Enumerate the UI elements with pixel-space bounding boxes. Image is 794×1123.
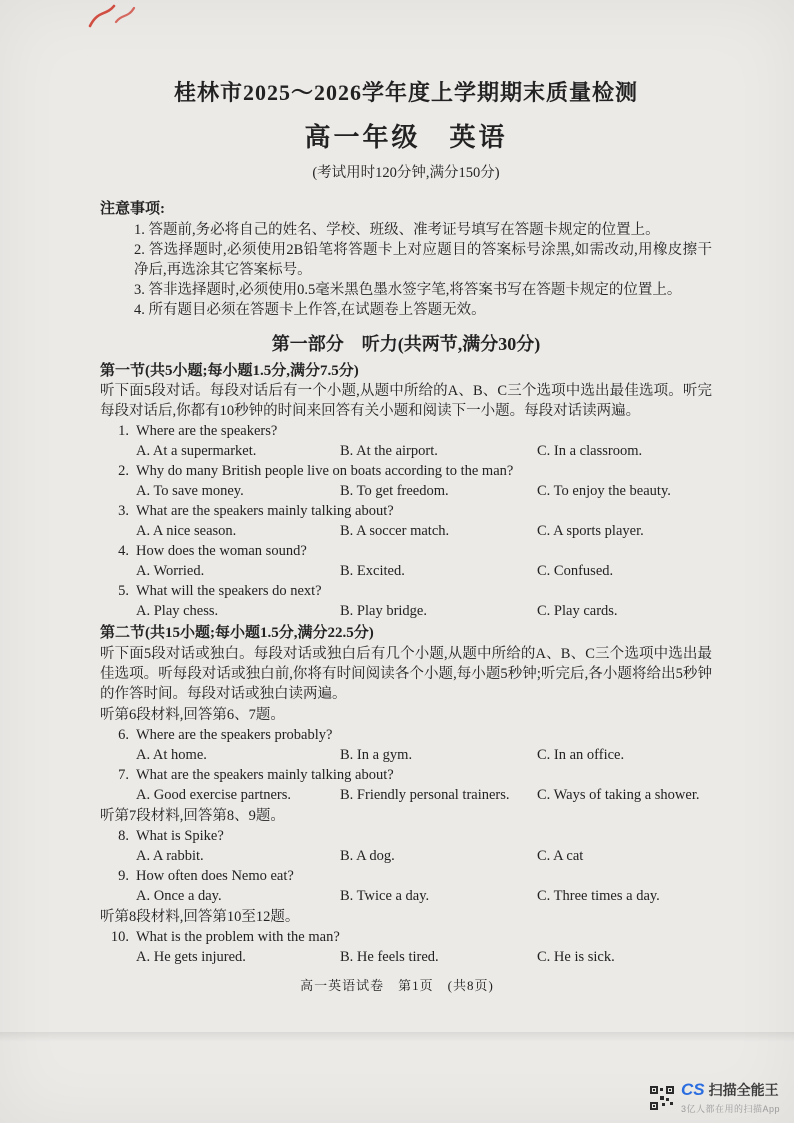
option-A: A. Good exercise partners.: [136, 787, 292, 804]
camscanner-watermark: [650, 1080, 780, 1115]
question-number: 2.: [118, 463, 129, 480]
option-A: A. A rabbit.: [136, 848, 204, 865]
option-B: B. At the airport.: [340, 443, 438, 460]
section-instructions: 听下面5段对话。每段对话后有一个小题,从题中所给的A、B、C三个选项中选出最佳选项。听完每段对话后,你都有10秒钟的时间来回答有关小题和阅读下一小题。每段对话读两遍。: [100, 383, 712, 420]
option-A: A. A nice season.: [136, 523, 237, 540]
option-A: A. Once a day.: [136, 888, 222, 905]
option-B: B. Friendly personal trainers.: [340, 787, 510, 804]
option-B: B. A dog.: [340, 848, 395, 865]
question-2: [100, 461, 712, 501]
camscanner-text: [681, 1080, 780, 1115]
scan-edge-shadow: [0, 1032, 794, 1042]
notice-item: 2. 答选择题时,必须使用2B铅笔将答题卡上对应题目的答案标号涂黑,如需改动,用橡皮擦干净后,再选涂其它答案标号。: [134, 241, 712, 278]
question-number: 9.: [118, 868, 129, 885]
question-number: 4.: [118, 543, 129, 560]
option-A: A. Worried.: [136, 563, 205, 580]
question-8: [100, 826, 712, 866]
page-footer: 高一英语试卷 第1页 (共8页): [300, 978, 494, 993]
option-A: A. To save money.: [136, 483, 244, 500]
listening-section: [100, 361, 712, 622]
listening-sections: [100, 361, 712, 967]
option-C: C. A cat: [537, 848, 584, 865]
notice-list: [100, 220, 712, 320]
option-B: B. He feels tired.: [340, 949, 439, 966]
listening-section: [100, 623, 712, 967]
qr-code-icon: [650, 1086, 674, 1110]
option-B: B. Twice a day.: [340, 888, 430, 905]
option-B: B. A soccer match.: [340, 523, 450, 540]
question-text: What are the speakers mainly talking about?: [136, 767, 394, 784]
camscanner-logo: CS: [680, 1080, 705, 1099]
notice-item: 3. 答非选择题时,必须使用0.5毫米黑色墨水签字笔,将答案书写在答题卡规定的位置上。: [134, 281, 682, 298]
exam-subtitle: 高一年级 英语: [304, 123, 508, 153]
question-text: What are the speakers mainly talking about?: [136, 503, 394, 520]
option-C: C. Confused.: [537, 563, 614, 580]
question-number: 6.: [118, 727, 129, 744]
option-C: C. To enjoy the beauty.: [537, 483, 671, 500]
option-A: A. At a supermarket.: [136, 443, 257, 460]
section-instructions: 听下面5段对话或独白。每段对话或独白后有几个小题,从题中所给的A、B、C三个选项中选出最佳选项。听每段对话或独白前,你将有时间阅读各个小题,每小题5秒钟;听完后,各小题将给出5秒钟的作答时间。每段对话或独白读两遍。: [100, 646, 712, 703]
option-B: B. Play bridge.: [340, 603, 427, 620]
option-C: C. Three times a day.: [537, 888, 660, 905]
option-C: C. A sports player.: [537, 523, 644, 540]
option-B: B. Excited.: [340, 563, 405, 580]
part1-title: 第一部分 听力(共两节,满分30分): [271, 333, 541, 354]
question-text: What will the speakers do next?: [136, 583, 322, 600]
option-C: C. In an office.: [537, 747, 625, 764]
option-C: C. In a classroom.: [537, 443, 643, 460]
exam-meta: (考试用时120分钟,满分150分): [312, 165, 500, 182]
exam-title: 桂林市2025～2026学年度上学期期末质量检测: [173, 80, 638, 105]
question-number: 10.: [110, 929, 129, 946]
notice-item: 1. 答题前,务必将自己的姓名、学校、班级、准考证号填写在答题卡规定的位置上。: [134, 221, 660, 238]
question-text: What is Spike?: [136, 828, 224, 845]
question-text: What is the problem with the man?: [136, 929, 340, 946]
question-4: [100, 541, 712, 581]
question-text: How does the woman sound?: [136, 543, 307, 560]
notice-item: 4. 所有题目必须在答题卡上作答,在试题卷上答题无效。: [134, 301, 486, 318]
material-note: 听第7段材料,回答第8、9题。: [100, 808, 285, 825]
question-text: Why do many British people live on boats according to the man?: [136, 463, 514, 480]
question-text: How often does Nemo eat?: [136, 868, 294, 885]
section-title: 第一节(共5小题;每小题1.5分,满分7.5分): [100, 362, 359, 379]
question-number: 3.: [118, 503, 129, 520]
material-note: 听第8段材料,回答第10至12题。: [100, 909, 300, 926]
option-B: B. In a gym.: [340, 747, 413, 764]
option-A: A. Play chess.: [136, 603, 219, 620]
question-1: [100, 421, 712, 461]
red-pen-mark: [86, 2, 138, 32]
question-text: Where are the speakers?: [136, 423, 278, 440]
camscanner-tagline: 3亿人都在用的扫描App: [680, 1104, 780, 1114]
option-C: C. He is sick.: [537, 949, 615, 966]
camscanner-brand: 扫描全能王: [708, 1082, 779, 1098]
option-A: A. At home.: [136, 747, 207, 764]
question-10: [100, 927, 712, 967]
question-number: 5.: [118, 583, 129, 600]
material-note: 听第6段材料,回答第6、7题。: [100, 707, 285, 724]
question-7: [100, 765, 712, 805]
option-B: B. To get freedom.: [340, 483, 449, 500]
question-number: 7.: [118, 767, 129, 784]
option-A: A. He gets injured.: [136, 949, 246, 966]
question-3: [100, 501, 712, 541]
option-C: C. Play cards.: [537, 603, 618, 620]
section-title: 第二节(共15小题;每小题1.5分,满分22.5分): [100, 625, 374, 642]
question-6: [100, 725, 712, 765]
question-number: 1.: [118, 423, 129, 440]
question-9: [100, 866, 712, 906]
question-text: Where are the speakers probably?: [136, 727, 333, 744]
question-number: 8.: [118, 828, 129, 845]
option-C: C. Ways of taking a shower.: [537, 787, 700, 804]
exam-content: [100, 78, 712, 967]
question-5: [100, 581, 712, 621]
notice-title: 注意事项:: [100, 201, 165, 218]
